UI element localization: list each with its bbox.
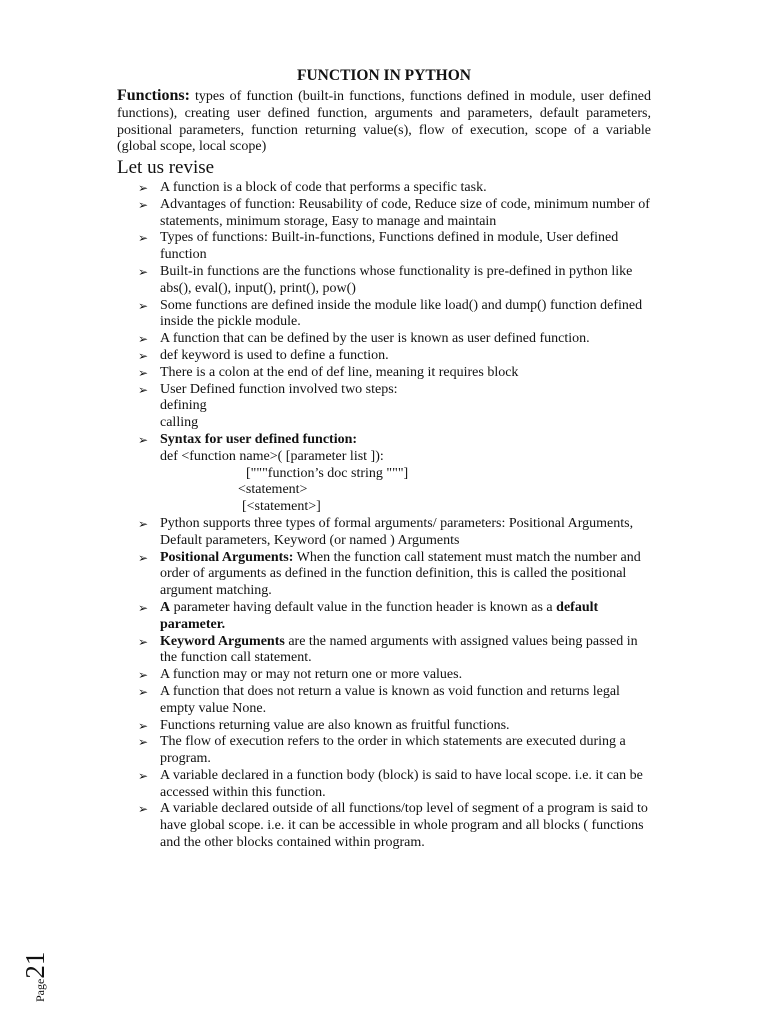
list-item (138, 365, 653, 382)
list-item-text: Built-in functions are the functions whose functionality is pre-defined in python like abs(), eval(), input(), print(), pow() (160, 263, 633, 296)
revise-heading: Let us revise (117, 157, 215, 178)
page-number (20, 952, 51, 1002)
step-defining: defining (160, 398, 207, 414)
list-item-text: A variable declared outside of all functions/top level of segment of a program is said to have global scope. i.e. it can be accessible in whole program and all blocks ( functions and the other blocks contained within program. (160, 801, 648, 851)
arrow-bullet-icon: ➢ (138, 735, 149, 750)
arrow-bullet-icon: ➢ (138, 634, 149, 649)
list-item (138, 230, 653, 264)
list-item (138, 801, 653, 851)
list-item-text: Types of functions: Built-in-functions, Functions defined in module, User defined function (160, 230, 619, 263)
list-item (138, 667, 653, 684)
arrow-bullet-icon: ➢ (138, 684, 149, 699)
list-item-text: User Defined function involved two steps: (160, 381, 398, 397)
list-item-text: A function that does not return a value is known as void function and returns legal empty value None. (160, 683, 620, 716)
arrow-bullet-icon: ➢ (138, 432, 149, 447)
intro-paragraph (117, 88, 651, 156)
list-item-text: A function may or may not return one or more values. (160, 667, 463, 683)
list-item-text: Functions returning value are also known as fruitful functions. (160, 717, 510, 733)
arrow-bullet-icon: ➢ (138, 718, 149, 733)
list-item (138, 264, 653, 298)
list-item (138, 734, 653, 768)
intro-lead: Functions: (117, 87, 190, 104)
list-item (138, 768, 653, 802)
arrow-bullet-icon: ➢ (138, 365, 149, 380)
intro-text: types of function (built-in functions, functions defined in module, user defined functions), creating user defined function, arguments and parameters, default parameters, positional parameters, function returning value(s), flow of execution, scope of a variable (global scope, local scope) (117, 89, 651, 155)
list-item-text: There is a colon at the end of def line, meaning it requires block (160, 364, 519, 380)
syntax-line-def: def <function name>( [parameter list ]): (160, 448, 384, 464)
arrow-bullet-icon: ➢ (138, 181, 149, 195)
list-item-text: Some functions are defined inside the module like load() and dump() function defined inside the pickle module. (160, 297, 643, 330)
page-word: Page (33, 978, 47, 1002)
revision-list (138, 180, 653, 852)
arrow-bullet-icon: ➢ (138, 197, 149, 212)
list-item-text: The flow of execution refers to the order in which statements are executed during a program. (160, 734, 626, 767)
page-number-value: 21 (20, 951, 50, 979)
list-item (138, 550, 653, 600)
arrow-bullet-icon: ➢ (138, 382, 149, 397)
arrow-bullet-icon: ➢ (138, 600, 149, 615)
list-item (138, 197, 653, 231)
term-positional-arguments: Positional Arguments: (160, 549, 294, 565)
arrow-bullet-icon: ➢ (138, 668, 149, 683)
arrow-bullet-icon: ➢ (138, 768, 149, 783)
list-item (138, 718, 653, 735)
list-item-text: are the named arguments with assigned values being passed in the function call statement. (160, 633, 638, 666)
list-item (138, 684, 653, 718)
term-default-parameter: default parameter. (160, 599, 599, 632)
list-item (138, 298, 653, 332)
arrow-bullet-icon: ➢ (138, 516, 149, 531)
list-item (138, 600, 653, 634)
list-item-text: A function is a block of code that performs a specific task. (160, 180, 487, 195)
arrow-bullet-icon: ➢ (138, 298, 149, 313)
list-item-text: def keyword is used to define a function. (160, 347, 389, 363)
list-item (138, 432, 653, 516)
list-item-text: When the function call statement must match the number and order of arguments as defined in the function definition, this is called the positional argument matching. (160, 549, 641, 599)
syntax-line-optional-statement: [<statement>] (242, 499, 321, 515)
list-item-text: A function that can be defined by the user is known as user defined function. (160, 331, 590, 347)
syntax-line-statement: <statement> (238, 482, 308, 498)
list-item (138, 348, 653, 365)
list-item-text: Advantages of function: Reusability of code, Reduce size of code, minimum number of statements, minimum storage, Easy to manage and maintain (160, 196, 650, 229)
syntax-label: Syntax for user defined function: (160, 431, 358, 447)
arrow-bullet-icon: ➢ (138, 348, 149, 363)
list-item (138, 516, 653, 550)
list-item-text: parameter having default value in the function header is known as a (170, 599, 557, 615)
arrow-bullet-icon: ➢ (138, 332, 149, 347)
list-item (138, 382, 653, 432)
arrow-bullet-icon: ➢ (138, 231, 149, 246)
list-item-text: Python supports three types of formal arguments/ parameters: Positional Arguments, Default parameters, Keyword (or named ) Arguments (160, 515, 634, 548)
arrow-bullet-icon: ➢ (138, 550, 149, 565)
list-item (138, 180, 653, 197)
arrow-bullet-icon: ➢ (138, 264, 149, 279)
term-a: A (160, 599, 171, 615)
arrow-bullet-icon: ➢ (138, 802, 149, 817)
step-calling: calling (160, 415, 199, 431)
list-item-text: A variable declared in a function body (block) is said to have local scope. i.e. it can be accessed within this function. (160, 767, 643, 800)
syntax-line-docstring: ["""function’s doc string """] (246, 465, 409, 481)
term-keyword-arguments: Keyword Arguments (160, 633, 285, 649)
list-item (138, 634, 653, 668)
document-title: FUNCTION IN PYTHON (297, 67, 471, 84)
list-item (138, 331, 653, 348)
